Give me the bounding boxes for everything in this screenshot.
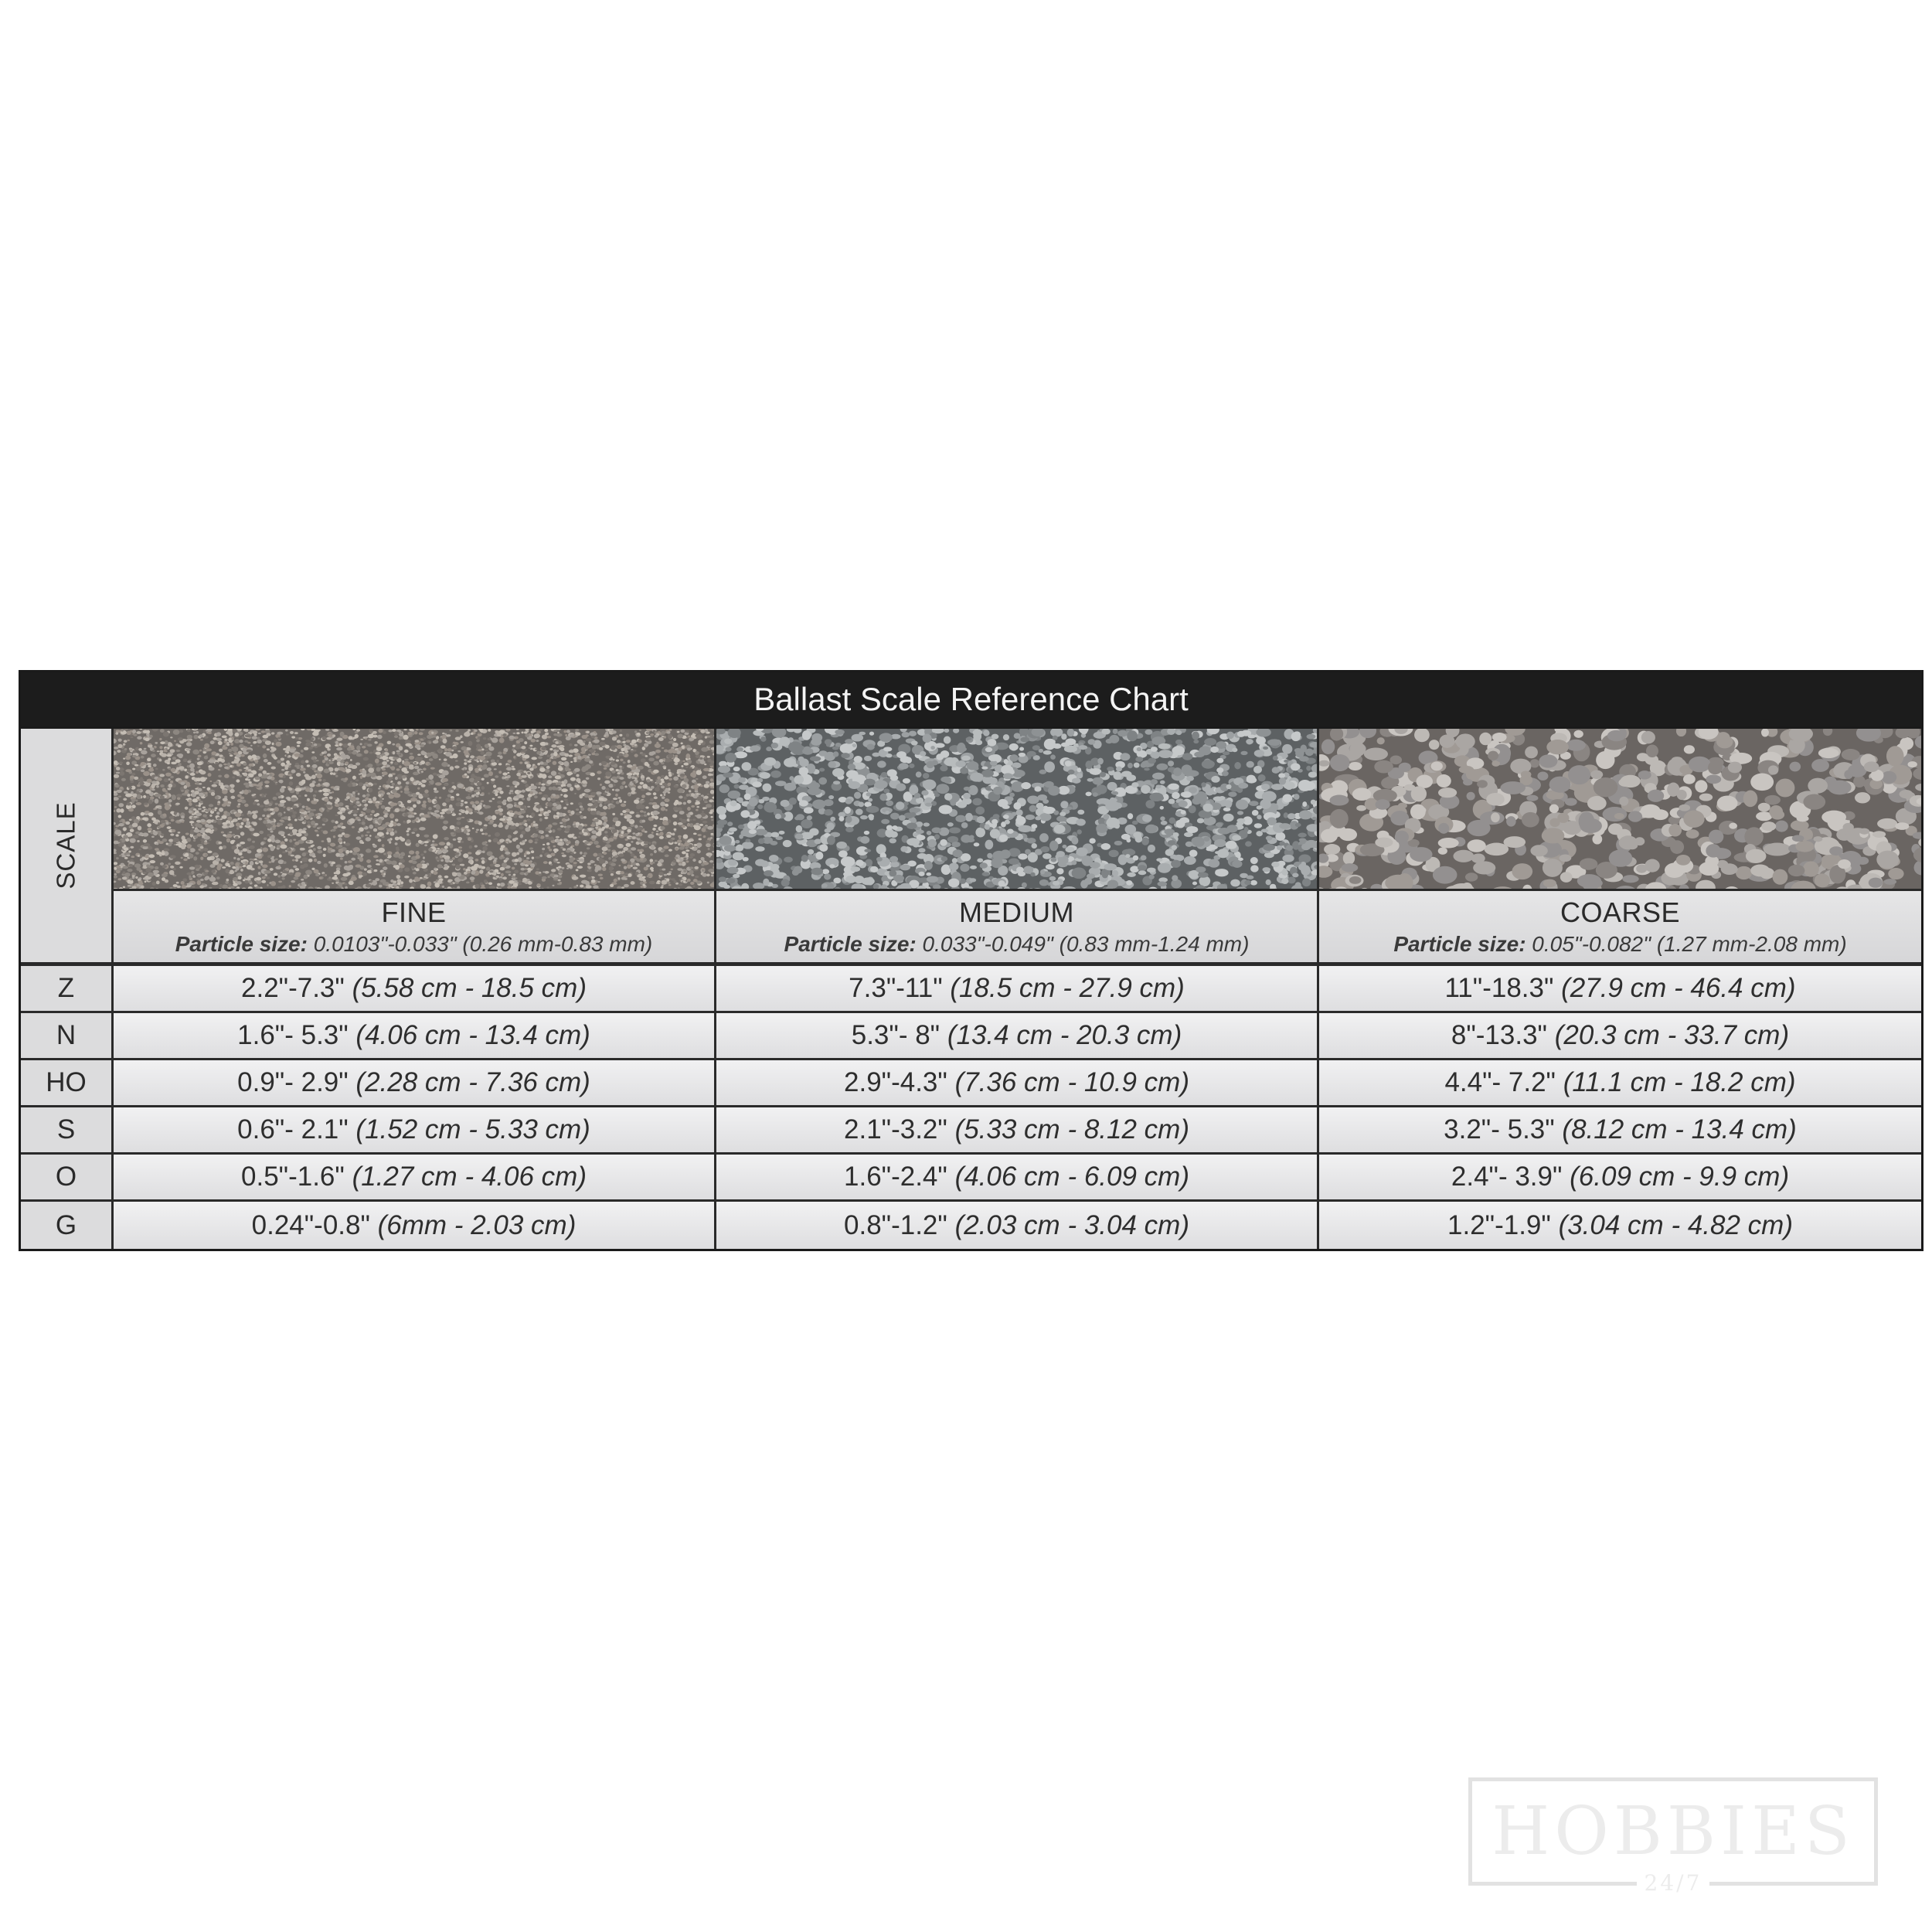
fine-ballast-swatch (114, 729, 716, 891)
watermark-sub: 24/7 (1637, 1870, 1710, 1896)
table-cell: 3.2"- 5.3" (8.12 cm - 13.4 cm) (1319, 1107, 1921, 1155)
coarse-ballast-swatch (1319, 729, 1921, 891)
size-name: COARSE (1560, 896, 1681, 928)
particle-size: Particle size: 0.05"-0.082" (1.27 mm-2.08 mm) (1393, 932, 1847, 956)
table-cell: 0.24"-0.8" (6mm - 2.03 cm) (114, 1202, 716, 1249)
table-cell: 0.8"-1.2" (2.03 cm - 3.04 cm) (716, 1202, 1319, 1249)
scale-label: G (21, 1202, 114, 1249)
medium-ballast-swatch (716, 729, 1319, 891)
table-cell: 0.9"- 2.9" (2.28 cm - 7.36 cm) (114, 1060, 716, 1107)
table-cell: 2.2"-7.3" (5.58 cm - 18.5 cm) (114, 966, 716, 1013)
table-cell: 0.6"- 2.1" (1.52 cm - 5.33 cm) (114, 1107, 716, 1155)
scale-header-label: SCALE (51, 801, 80, 889)
table-cell: 0.5"-1.6" (1.27 cm - 4.06 cm) (114, 1155, 716, 1202)
table-cell: 2.9"-4.3" (7.36 cm - 10.9 cm) (716, 1060, 1319, 1107)
size-header-coarse (1319, 891, 1921, 966)
scale-label: HO (21, 1060, 114, 1107)
hobbies-watermark (1468, 1777, 1878, 1896)
scale-label: N (21, 1013, 114, 1060)
size-header-medium (716, 891, 1319, 966)
table-cell: 11"-18.3" (27.9 cm - 46.4 cm) (1319, 966, 1921, 1013)
chart-title: Ballast Scale Reference Chart (21, 672, 1921, 729)
table-cell: 8"-13.3" (20.3 cm - 33.7 cm) (1319, 1013, 1921, 1060)
scale-label: O (21, 1155, 114, 1202)
table-cell: 1.6"- 5.3" (4.06 cm - 13.4 cm) (114, 1013, 716, 1060)
watermark-name: HOBBIES (1492, 1793, 1855, 1870)
scale-header (21, 729, 114, 966)
chart-grid (21, 729, 1921, 1249)
table-cell: 4.4"- 7.2" (11.1 cm - 18.2 cm) (1319, 1060, 1921, 1107)
table-cell: 7.3"-11" (18.5 cm - 27.9 cm) (716, 966, 1319, 1013)
table-cell: 2.1"-3.2" (5.33 cm - 8.12 cm) (716, 1107, 1319, 1155)
particle-size: Particle size: 0.0103"-0.033" (0.26 mm-0.83 mm) (175, 932, 653, 956)
table-cell: 1.2"-1.9" (3.04 cm - 4.82 cm) (1319, 1202, 1921, 1249)
particle-size: Particle size: 0.033"-0.049" (0.83 mm-1.24 mm) (784, 932, 1250, 956)
table-cell: 2.4"- 3.9" (6.09 cm - 9.9 cm) (1319, 1155, 1921, 1202)
ballast-chart (19, 670, 1923, 1251)
size-header-fine (114, 891, 716, 966)
table-cell: 1.6"-2.4" (4.06 cm - 6.09 cm) (716, 1155, 1319, 1202)
table-cell: 5.3"- 8" (13.4 cm - 20.3 cm) (716, 1013, 1319, 1060)
size-name: MEDIUM (959, 896, 1074, 928)
scale-label: Z (21, 966, 114, 1013)
scale-label: S (21, 1107, 114, 1155)
size-name: FINE (381, 896, 447, 928)
